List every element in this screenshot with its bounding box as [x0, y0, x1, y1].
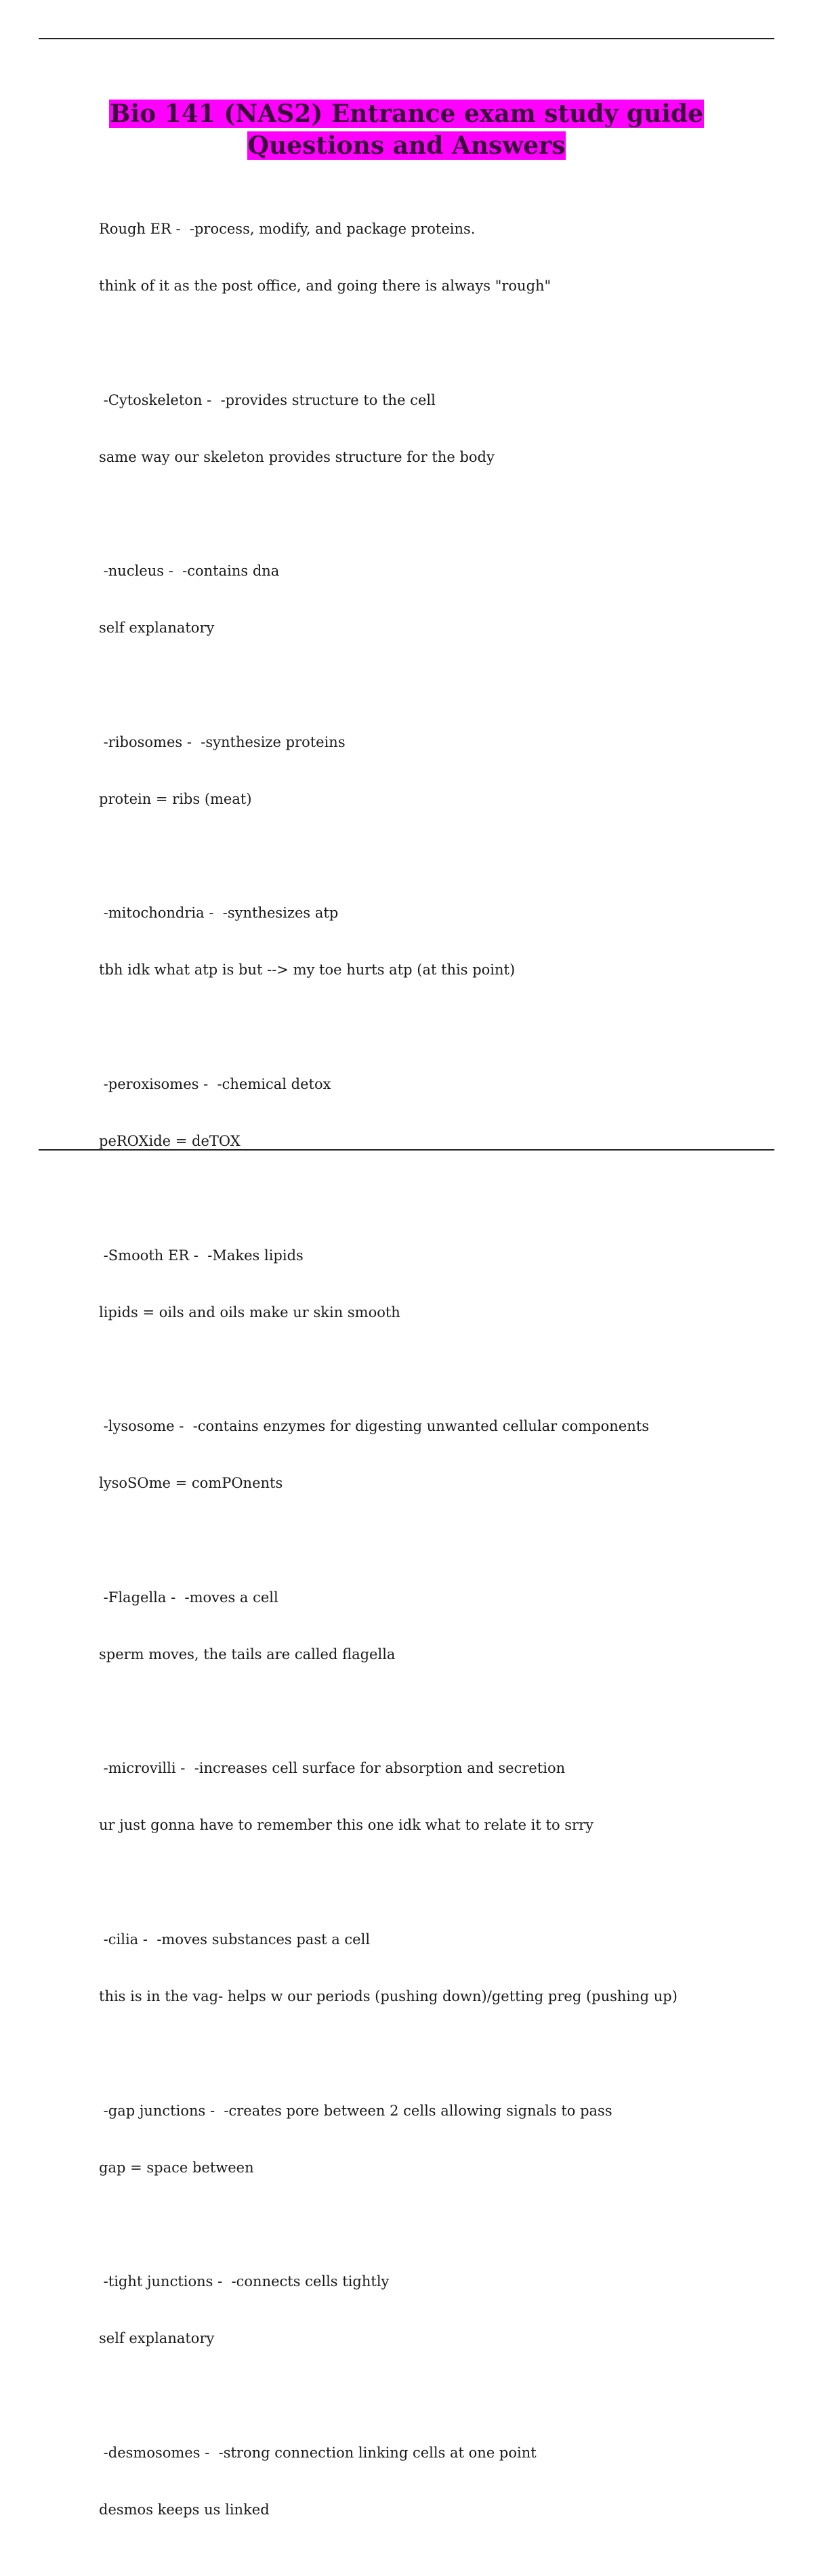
qa-term: -microvilli - -increases cell surface for absorption and secretion [99, 1760, 566, 1777]
qa-note: self explanatory [99, 2330, 215, 2347]
qa-term: -Cytoskeleton - -provides structure to the cell [99, 391, 436, 408]
qa-entry [99, 353, 776, 505]
qa-note: desmos keeps us linked [99, 2501, 270, 2518]
footer-divider [39, 1149, 774, 1151]
qa-term: -ribosomes - -synthesize proteins [99, 733, 346, 750]
qa-entry [99, 181, 776, 333]
qa-note: lipids = oils and oils make ur skin smooth [99, 1304, 400, 1321]
qa-note: think of it as the post office, and going there is always "rough" [99, 278, 551, 294]
qa-entry [99, 2405, 776, 2557]
qa-note: protein = ribs (meat) [99, 790, 252, 807]
qa-term: -Flagella - -moves a cell [99, 1589, 278, 1606]
qa-entry [99, 2063, 776, 2215]
qa-note: gap = space between [99, 2159, 254, 2176]
qa-entry [99, 523, 776, 675]
qa-term: -cilia - -moves substances past a cell [99, 1931, 371, 1948]
qa-term: -Smooth ER - -Makes lipids [99, 1247, 304, 1264]
qa-entry [99, 2234, 776, 2386]
qa-entry [99, 1892, 776, 2044]
qa-entry [99, 1721, 776, 1872]
qa-note: peROXide = deTOX [99, 1132, 241, 1149]
qa-note: ur just gonna have to remember this one idk what to relate it to srry [99, 1817, 593, 1834]
title-line-1: Bio 141 (NAS2) Entrance exam study guide [110, 100, 703, 128]
qa-term: -gap junctions - -creates pore between 2 cells allowing signals to pass [99, 2102, 612, 2119]
qa-note: tbh idk what atp is but --> my toe hurts atp (at this point) [99, 962, 516, 979]
qa-entry [99, 1208, 776, 1360]
qa-entry [99, 1379, 776, 1530]
qa-note: sperm moves, the tails are called flagella [99, 1646, 396, 1662]
qa-note: self explanatory [99, 620, 215, 637]
document-title [0, 98, 813, 162]
qa-term: -nucleus - -contains dna [99, 563, 280, 580]
qa-note: this is in the vag- helps w our periods (pushing down)/getting preg (pushing up) [99, 1988, 678, 2004]
qa-term: Rough ER - -process, modify, and package proteins. [99, 221, 476, 237]
qa-entry [99, 865, 776, 1017]
qa-note: same way our skeleton provides structure for the body [99, 448, 495, 465]
qa-note: lysoSOme = comPOnents [99, 1475, 283, 1492]
qa-entry [99, 695, 776, 846]
title-line-2: Questions and Answers [247, 131, 566, 160]
qa-entry [99, 1037, 776, 1188]
qa-term: -tight junctions - -connects cells tightly [99, 2273, 390, 2290]
qa-term: -mitochondria - -synthesizes atp [99, 905, 339, 922]
qa-term: -peroxisomes - -chemical detox [99, 1075, 331, 1092]
qa-term: -desmosomes - -strong connection linking cells at one point [99, 2444, 537, 2461]
header-divider [39, 38, 774, 39]
qa-list [99, 181, 776, 2576]
qa-term: -lysosome - -contains enzymes for digesting unwanted cellular components [99, 1418, 649, 1435]
qa-entry [99, 1550, 776, 1702]
